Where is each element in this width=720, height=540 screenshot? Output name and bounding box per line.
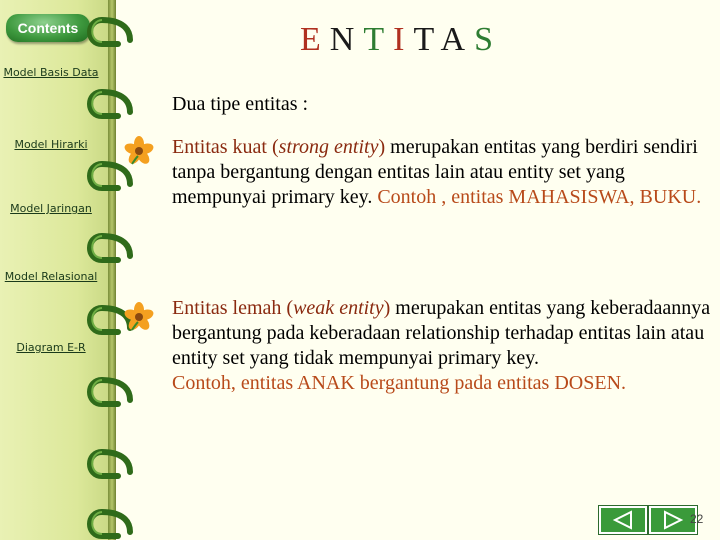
weak-entity-example: Contoh, entitas ANAK bergantung pada entitas DOSEN. xyxy=(172,372,627,394)
strong-entity-lead: Entitas kuat xyxy=(172,136,267,158)
strong-entity-definition: merupakan entitas yang berdiri sendiri tanpa bergantung dengan entitas lain atau entity set yang mempunyai primary key. xyxy=(172,136,698,208)
strong-entity-italic: strong entity xyxy=(278,136,379,158)
paren: ( xyxy=(286,297,294,319)
title-letter: T xyxy=(413,21,441,58)
contents-button[interactable]: Contents xyxy=(6,14,90,42)
title-letter: E xyxy=(300,21,330,58)
sidebar-item-model-hirarki[interactable]: Model Hirarki xyxy=(14,138,88,151)
title-letter: T xyxy=(363,21,394,58)
title-letter: S xyxy=(474,21,502,58)
binder-ring xyxy=(90,20,130,44)
previous-arrow-icon xyxy=(601,508,645,532)
page-title xyxy=(300,20,502,60)
weak-entity-term xyxy=(172,297,390,319)
binder-ring xyxy=(90,236,130,260)
title-letter: N xyxy=(329,21,364,58)
paren: ) xyxy=(378,136,386,158)
sidebar-item-diagram-er[interactable]: Diagram E-R xyxy=(16,341,86,354)
strong-entity-term xyxy=(172,136,385,158)
binder-rings xyxy=(84,0,144,540)
intro-text: Dua tipe entitas : xyxy=(172,93,309,115)
sidebar-item-model-relasional[interactable]: Model Relasional xyxy=(4,270,98,283)
binder-ring xyxy=(90,380,130,404)
flower-icon xyxy=(124,302,154,332)
weak-entity-paragraph xyxy=(172,296,712,396)
strong-entity-paragraph xyxy=(172,135,712,210)
paren: ( xyxy=(271,136,279,158)
previous-button[interactable] xyxy=(599,506,647,534)
weak-entity-italic: weak entity xyxy=(293,297,384,319)
title-letter: I xyxy=(393,21,414,58)
binder-ring xyxy=(90,512,130,536)
binder-ring xyxy=(90,452,130,476)
sidebar-item-model-basis-data[interactable]: Model Basis Data xyxy=(3,66,99,79)
next-arrow-icon xyxy=(651,508,695,532)
flower-icon xyxy=(124,136,154,166)
strong-entity-example: Contoh , entitas MAHASISWA, BUKU. xyxy=(377,186,702,208)
title-letter: A xyxy=(440,21,475,58)
sidebar-item-model-jaringan[interactable]: Model Jaringan xyxy=(10,202,92,215)
page-number: 22 xyxy=(690,512,704,526)
binder-ring xyxy=(90,92,130,116)
paren: ) xyxy=(383,297,391,319)
weak-entity-definition: merupakan entitas yang keberadaannya bergantung pada keberadaan relationship terhadap entitas lain atau entity set yang tidak mempunyai primary key. xyxy=(172,297,711,369)
binder-ring xyxy=(90,164,130,188)
weak-entity-lead: Entitas lemah xyxy=(172,297,282,319)
